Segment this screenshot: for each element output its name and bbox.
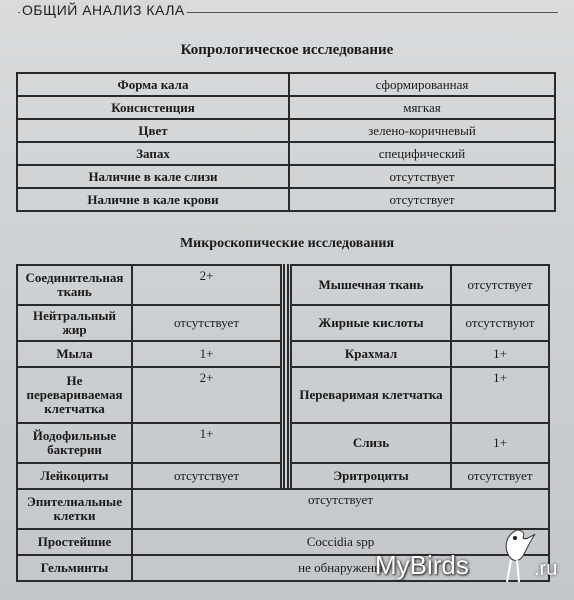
row-value: отсутствует xyxy=(132,463,281,489)
watermark-text: MyBirds xyxy=(375,550,469,580)
row-label: Мыла xyxy=(17,341,132,367)
table-row xyxy=(17,529,549,555)
section-title-coprology: Копрологическое исследование xyxy=(180,42,394,58)
row-label: Цвет xyxy=(17,119,289,142)
row-value: отсутствует xyxy=(132,305,281,341)
table-row xyxy=(17,119,555,142)
table-row xyxy=(17,96,555,119)
table-row xyxy=(17,305,281,341)
table-row xyxy=(17,265,281,305)
row-label: Запах xyxy=(17,142,289,165)
table-row xyxy=(17,423,281,463)
row-value: отсутствует xyxy=(289,188,555,211)
watermark-suffix: .ru xyxy=(534,558,558,580)
row-value: мягкая xyxy=(289,96,555,119)
sheet-header: ОБЩИЙ АНАЛИЗ КАЛА xyxy=(22,2,185,18)
row-value: отсутствует xyxy=(132,489,549,529)
table-row xyxy=(17,489,549,529)
row-label: Не перевариваемая клетчатка xyxy=(17,367,132,423)
table-row xyxy=(291,265,549,305)
table-row xyxy=(17,367,281,423)
table-row xyxy=(291,367,549,423)
row-value: отсутствует xyxy=(289,165,555,188)
section-title-microscopy: Микроскопические исследования xyxy=(179,236,395,251)
row-label: Лейкоциты xyxy=(17,463,132,489)
row-label: Переваримая клетчатка xyxy=(291,367,451,423)
row-label: Простейшие xyxy=(17,529,132,555)
table-row xyxy=(291,423,549,463)
row-label: Наличие в кале слизи xyxy=(17,165,289,188)
row-label: Крахмал xyxy=(291,341,451,367)
microscopy-left-table xyxy=(16,264,282,490)
table-row xyxy=(291,463,549,489)
bird-logo-icon xyxy=(497,526,537,591)
row-label: Наличие в кале крови xyxy=(17,188,289,211)
row-value: не обнаружены xyxy=(132,555,549,581)
row-value: 2+ xyxy=(132,265,281,305)
coprology-table xyxy=(16,72,556,212)
table-row xyxy=(17,188,555,211)
table-row xyxy=(17,73,555,96)
row-label: Гельминты xyxy=(17,555,132,581)
row-value: 1+ xyxy=(451,423,549,463)
row-label: Эритроциты xyxy=(291,463,451,489)
table-row xyxy=(291,341,549,367)
column-divider xyxy=(282,264,290,488)
row-value: отсутствуют xyxy=(451,305,549,341)
row-value: 2+ xyxy=(132,367,281,423)
table-row xyxy=(17,165,555,188)
row-label: Консистенция xyxy=(17,96,289,119)
table-row xyxy=(17,341,281,367)
row-value: 1+ xyxy=(132,341,281,367)
row-value: зелено-коричневый xyxy=(289,119,555,142)
microscopy-bottom-table xyxy=(16,488,550,582)
row-value: отсутствует xyxy=(451,265,549,305)
row-label: Мышечная ткань xyxy=(291,265,451,305)
row-label: Соединительная ткань xyxy=(17,265,132,305)
row-value: 1+ xyxy=(451,341,549,367)
row-value: Coccidia spp xyxy=(132,529,549,555)
row-value: 1+ xyxy=(132,423,281,463)
row-label: Эпителиальные клетки xyxy=(17,489,132,529)
microscopy-right-table xyxy=(290,264,550,490)
row-label: Жирные кислоты xyxy=(291,305,451,341)
row-label: Слизь xyxy=(291,423,451,463)
row-label: Нейтральный жир xyxy=(17,305,132,341)
table-row xyxy=(17,142,555,165)
row-value: специфический xyxy=(289,142,555,165)
table-row xyxy=(17,463,281,489)
row-value: сформированная xyxy=(289,73,555,96)
row-label: Йодофильные бактерии xyxy=(17,423,132,463)
table-row xyxy=(291,305,549,341)
row-value: отсутствует xyxy=(451,463,549,489)
table-row xyxy=(17,555,549,581)
row-value: 1+ xyxy=(451,367,549,423)
row-label: Форма кала xyxy=(17,73,289,96)
